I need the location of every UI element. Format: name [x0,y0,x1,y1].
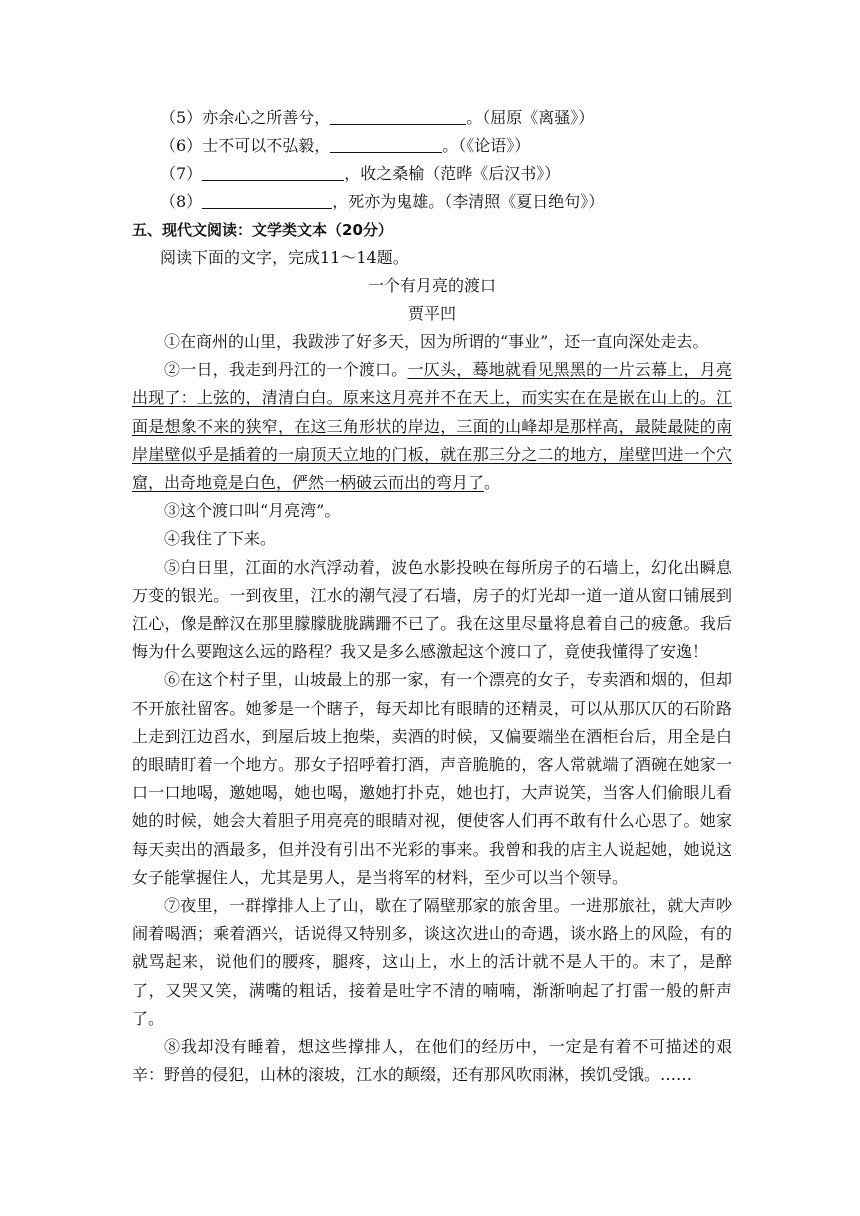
section-title: 五、现代文阅读：文学类文本（20分） [132,221,393,239]
section-instruction: 阅读下面的文字，完成11～14题。 [160,248,409,267]
item-number: （6） [160,136,203,155]
item-text: 士不可以不弘毅， [202,136,331,155]
paragraph-2 [132,356,732,497]
paragraph-7: ⑦夜里，一群撑排人上了山，歇在了隔壁那家的旅舍里。一进那旅社，就大声吵闹着喝酒；乘着酒兴，话说得又特别多，谈这次进山的奇遇，谈水路上的风险，有的就骂起来，说他们的腰疼，腿疼，这山上，水上的活计就不是人干的。末了，是醉了，又哭又笑，满嘴的粗话，接着是吐字不清的喃喃，渐渐响起了打雷一般的鼾声了。 [132,896,732,1028]
paragraph-8: ⑧我却没有睡着，想这些撑排人，在他们的经历中，一定是有着不可描述的艰辛：野兽的侵犯，山林的滚坡，江水的颠缀，还有那风吹雨淋，挨饥受饿。…… [132,1037,732,1085]
fill-in-item-7 [132,160,732,188]
item-source: ，收之桑榆（范晔《后汉书》） [344,164,561,183]
paragraph-6: ⑥在这个村子里，山坡最上的那一家，有一个漂亮的女子，专卖酒和烟的，但却不开旅社留客。她爹是一个瞎子，每天却比有眼睛的还精灵，可以从那仄仄的石阶路上走到江边舀水，到屋后坡上抱柴，卖酒的时候，又偏要端坐在酒柜台后，用全是白的眼睛盯着一个地方。那女子招呼着打酒，声音脆脆的，客人常就端了酒碗在她家一口一口地喝，邀她喝，她也喝，邀她打扑克，她也打，大声说笑，当客人们偷眼儿看她的时候，她会大着胆子用亮亮的眼睛对视，便使客人们再不敢有什么心思了。她家每天卖出的酒最多，但并没有引出不光彩的事来。我曾和我的店主人说起她，她说这女子能掌握住人，尤其是男人，是当将军的材料，至少可以当个领导。 [132,670,732,887]
item-text: 亦余心之所善兮， [202,108,331,127]
answer-blank[interactable] [202,162,344,181]
item-source: ，死亦为鬼雄。（李清照《夏日绝句》） [332,192,605,211]
answer-blank[interactable] [330,134,442,153]
paragraph-1: ①在商州的山里，我跋涉了好多天，因为所谓的“事业”，还一直向深处走去。 [164,332,709,351]
paragraph-2-end: 。 [484,473,501,493]
item-number: （7） [160,164,203,183]
item-number: （5） [160,108,203,127]
article-title: 一个有月亮的渡口 [367,276,496,295]
underlined-passage: 一仄头，蓦地就看见黑黑的一片云幕上，月亮出现了：上弦的，清清白白。原来这月亮并不在天上，而实实在在是嵌在山上的。江面是想象不来的狭窄，在这三角形状的岸边，三面的山峰却是那样高，最陡最陡的南岸崖壁似乎是插着的一扇顶天立地的门板，就在那三分之二的地方，崖壁凹进一个穴窟，出奇地竟是白色，俨然一柄破云而出的弯月了 [132,360,732,493]
paragraph-2-lead: ②一日，我走到丹江的一个渡口。 [164,360,408,380]
answer-blank[interactable] [202,190,332,209]
item-number: （8） [160,192,203,211]
item-source: 。（屈原《离骚》） [466,108,595,127]
paragraph-5: ⑤白日里，江面的水汽浮动着，波色水影投映在每所房子的石墙上，幻化出瞬息万变的银光。一到夜里，江水的潮气浸了石墙，房子的灯光却一道一道从窗口铺展到江心，像是醉汉在那里朦朦胧胧蹒跚不已了。我在这里尽量将息着自己的疲惫。我后悔为什么要跑这么远的路程？我又是多么感激起这个渡口了，竟使我懂得了安逸！ [132,557,732,662]
paragraph-3: ③这个渡口叫“月亮湾”。 [164,501,341,521]
fill-in-item-6 [132,132,732,160]
exam-page [132,104,732,1089]
fill-in-item-8 [132,188,732,216]
item-source: 。（《论语》） [442,136,531,155]
answer-blank[interactable] [330,106,466,125]
article-author: 贾平凹 [407,304,456,323]
fill-in-item-5 [132,104,732,132]
paragraph-4: ④我住了下来。 [164,529,277,549]
